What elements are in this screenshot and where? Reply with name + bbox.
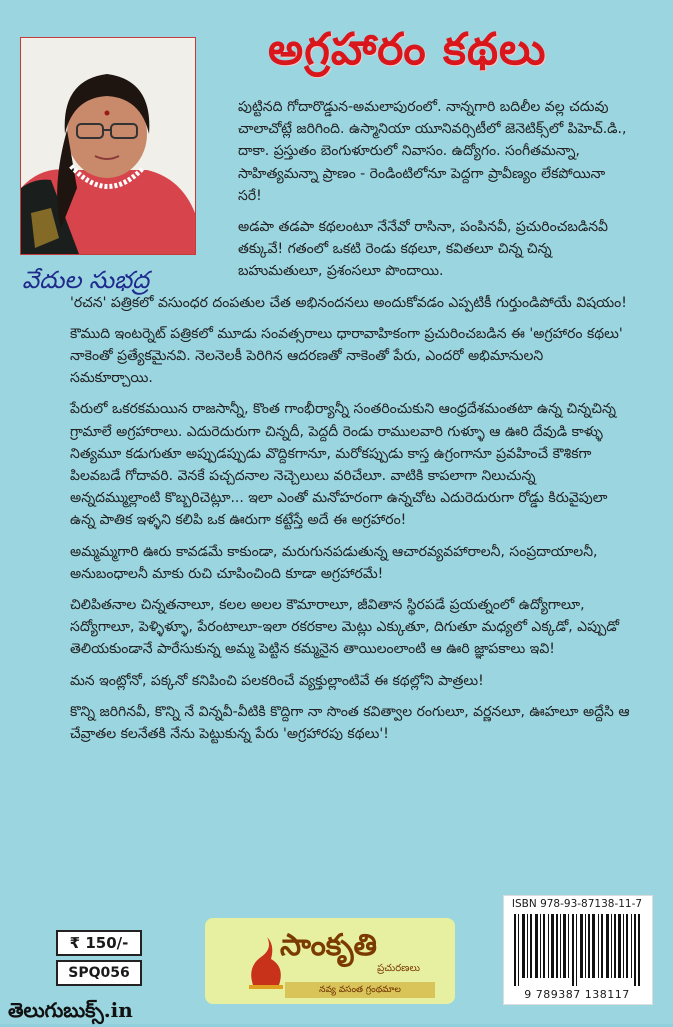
book-title: అగ్రహారం కథలు (268, 24, 547, 75)
paragraph: 'రచన' పత్రికలో వసుంధర దంపతుల చేత అభినందనలు అందుకోవడం ఎప్పటికీ గుర్తుండిపోయే విషయం! (70, 294, 627, 311)
publisher-tagline: నవ్య వసంత గ్రంథమాల (285, 982, 435, 998)
paragraph: అమ్మమ్మగారి ఊరు కావడమే కాకుండా, మరుగునపడుతున్న ఆచారవ్యవహారాలనీ, సంప్రదాయాలనీ, అనుబంధాలనీ మాకు రుచి చూపించింది కూడా అగ్రహారమే! (70, 543, 598, 582)
publisher-name: సాంకృతి (280, 928, 377, 963)
author-signature: వేదుల సుభద్ర (22, 266, 150, 294)
publisher-sub: ప్రచురణలు (377, 963, 420, 974)
paragraph: పేరులో ఒకరకమయిన రాజసాన్నీ, కొంత గాంభీర్యాన్నీ సంతరించుకుని ఆంధ్రదేశమంతటా ఉన్న చిన్నచిన్న గ్రామాలే అగ్రహారాలు. ఎదురెదురుగా చిన్నదీ, పెద్దదీ రెండు రాములవారి గుళ్ళూ ఆ ఊరి దేవుడి కాళ్ళు నిత్యమూ కడుగుతూ అప్పుడప్పుడు వొద్దికగానూ, మరోకప్పుడు కాస్త ఉగ్రంగానూ ప్రవహించే కౌశికగా పిలవబడే గోదావరి. వెనకే పచ్చదనాల నెచ్చెలులు వరిచేలూ. వాటికి కాపలాగా నిలుచున్న అన్నదమ్ముల్లాంటి కొబ్బరిచెట్లూ... ఇలా ఎంతో మనోహరంగా ఉన్నచోట ఎదురెదురుగా రోడ్డు కిరువైపులా ఉన్న పాతిక ఇళ్ళని కలిపి ఒక ఊరుగా కట్టేస్తే అదే ఈ అగ్రహారం! (70, 401, 616, 529)
paragraph: పుట్టినది గోదారొడ్డున-అమలాపురంలో. నాన్నగారి బదిలీల వల్ల చదువు చాలాచోట్లే జరిగింది. ఉస్మానియా యూనివర్సిటీలో జెనెటిక్స్‌లో పిహెచ్.డి., దాకా. ప్రస్తుతం బెంగుళూరులో నివాసం. ఉద్యోగం. సంగీతమన్నా, సాహిత్యమన్నా ప్రాణం - రెండింటిలోనూ పెద్దగా ప్రావీణ్యం లేకపోయినా సరే! (238, 99, 627, 204)
blurb-text (70, 96, 630, 754)
price-label: ₹ 150/- (56, 930, 142, 956)
site-watermark: తెలుగుబుక్స్.in (8, 998, 133, 1022)
product-code: SPQ056 (56, 960, 142, 986)
isbn-label: ISBN 978-93-87138-11-7 (511, 898, 643, 910)
paragraph: కొన్ని జరిగినవీ, కొన్ని నే విన్నవీ-వీటికి కొద్దిగా నా సొంత కవిత్వాల రంగులూ, వర్ణనలూ, ఊహలూ అద్దేసి ఆ చేవ్రాతల కలనేతకి నేను పెట్టుకున్న పేరు 'అగ్రహారపు కథలు'! (70, 703, 630, 743)
barcode-icon (514, 914, 640, 986)
paragraph: అడపా తడపా కథలంటూ నేనేవో రాసినా, పంపినవీ, ప్రచురించబడినవీ తక్కువే! గతంలో ఒకటి రెండు కథలూ, కవితలూ చిన్న చిన్న బహుమతులూ, ప్రశంసలూ పొందాయి. (238, 219, 608, 280)
paragraph: మన ఇంట్లోనో, పక్కనో కనిపించి పలకరించే వ్యక్తుల్లాంటివే ఈ కథల్లోని పాత్రలు! (70, 672, 484, 689)
paragraph: కౌముది ఇంటర్నెట్ పత్రికలో మూడు సంవత్సరాలు ధారావాహికంగా ప్రచురించబడిన ఈ 'అగ్రహారం కథలు' నాకెంతో ప్రత్యేకమైనవి. నెలనెలకీ పెరిగిన ఆదరణతో నాకెంతో పేరు, ఎందరో అభిమానులని సమకూర్చాయి. (70, 325, 623, 387)
paragraph: చిలిపితనాల చిన్నతనాలూ, కలల అలల కౌమారాలూ, జీవితాన స్థిరపడే ప్రయత్నంలో ఉద్యోగాలూ, సద్యోగాలూ, పెళ్ళిళ్ళూ, పేరంటాలూ-ఇలా రకరకాల మెట్లు ఎక్కుతూ, దిగుతూ మధ్యలో ఎక్కడో, ఎప్పుడో తెలియకుండానే పారేసుకున్న అమ్మ పెట్టిన కమ్మనైన తాయిలంలాంటి ఆ ఊరి జ్ఞాపకాలు ఇవి! (70, 597, 620, 658)
isbn-number: 9 789387 138117 (524, 988, 630, 1001)
